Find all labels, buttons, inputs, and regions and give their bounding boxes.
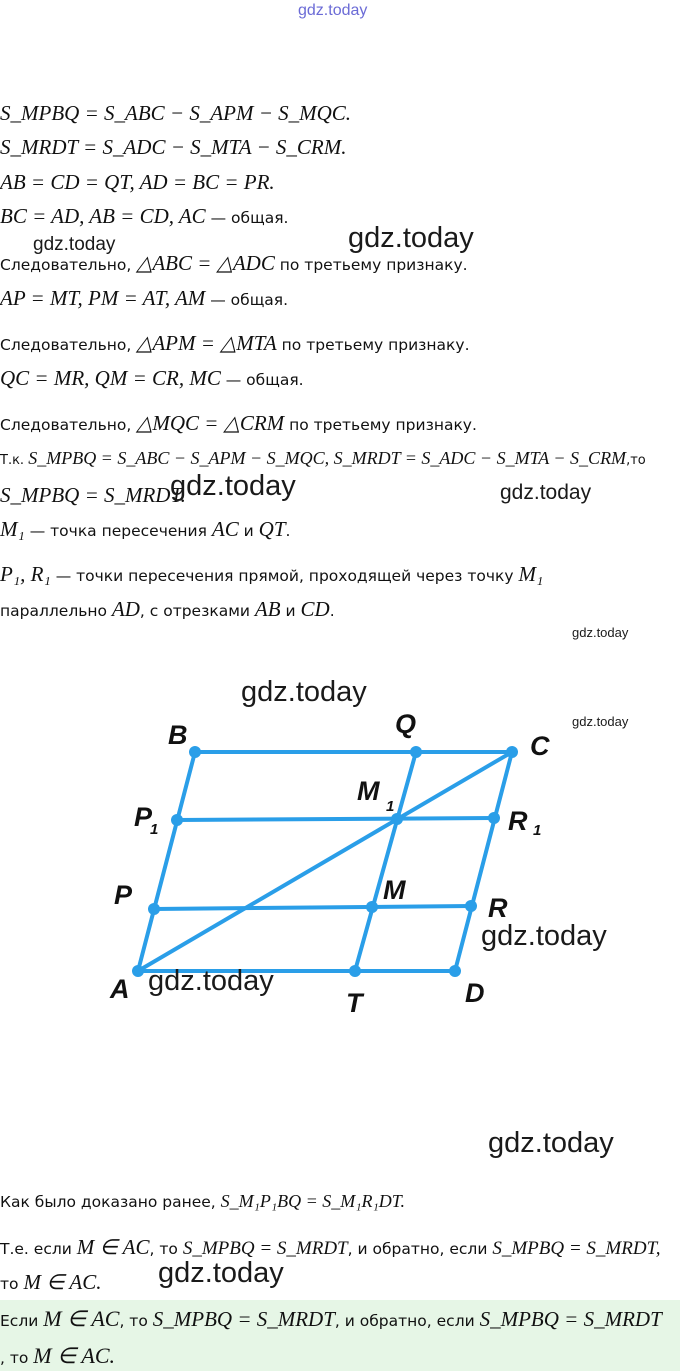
line-triangle-apm xyxy=(0,332,470,355)
watermark: gdz.today xyxy=(33,234,116,255)
point-b xyxy=(189,746,201,758)
label-a: A xyxy=(110,974,130,1004)
text-span: Как было доказано ранее, xyxy=(0,1193,221,1211)
diagram-lines xyxy=(138,752,512,971)
line-answer-1 xyxy=(0,1307,662,1331)
segment-p1r1 xyxy=(177,818,494,820)
label-c: C xyxy=(530,731,550,761)
segment-pr xyxy=(154,906,471,909)
text-span: — общая. xyxy=(220,371,304,389)
math-span: AD xyxy=(111,597,140,621)
text-span: и xyxy=(238,522,259,540)
watermark: gdz.today xyxy=(572,625,629,640)
text-span: , и обратно, если xyxy=(347,1240,493,1258)
text-span: — общая. xyxy=(205,291,289,309)
line-equal-sides: AB = CD = QT, AD = BC = PR. xyxy=(0,170,275,194)
math-span: S_MPBQ = S_MRDT, xyxy=(492,1238,661,1259)
text-span: , с отрезками xyxy=(139,602,255,620)
label-r1-subscript: 1 xyxy=(533,822,542,839)
line-triangle-abc xyxy=(0,252,468,275)
line-common-mc xyxy=(0,367,304,390)
watermark: gdz.today xyxy=(481,920,607,952)
math-span: M₁ xyxy=(0,517,25,541)
math-span: AC xyxy=(211,517,239,541)
line-area-mrdt: S_MRDT = S_ADC − S_MTA − S_CRM. xyxy=(0,135,347,159)
label-b: B xyxy=(168,720,188,750)
line-if-then xyxy=(0,1236,660,1260)
point-m xyxy=(366,901,378,913)
math-span: S_M₁P₁BQ = S_M₁R₁DT. xyxy=(220,1191,405,1211)
label-t: T xyxy=(346,988,363,1018)
line-area-equal: S_MPBQ = S_MRDT. xyxy=(0,483,186,507)
label-d: D xyxy=(465,978,485,1008)
text-span: — общая. xyxy=(205,209,289,227)
text-span: , то xyxy=(149,1240,183,1258)
text-span: . xyxy=(329,602,335,620)
math-span: M ∈ AC. xyxy=(33,1343,116,1368)
line-parallel-ad xyxy=(0,598,335,621)
math-span: △MQC = △CRM xyxy=(136,411,285,435)
line-p1-r1-definition xyxy=(0,563,543,586)
text-span: по третьему признаку. xyxy=(274,256,468,274)
line-answer-2 xyxy=(0,1344,115,1368)
math-span: △ABC = △ADC xyxy=(136,251,275,275)
math-span: M ∈ AC. xyxy=(23,1270,102,1294)
text-span: по третьему признаку. xyxy=(284,416,477,434)
label-p1: P xyxy=(134,802,153,832)
math-span: M ∈ AC xyxy=(43,1306,120,1331)
label-r1: R xyxy=(508,806,528,836)
point-a xyxy=(132,965,144,977)
math-span: S_MPBQ = S_MRDT xyxy=(152,1307,335,1331)
line-common-ac xyxy=(0,205,288,228)
text-span: Следовательно, xyxy=(0,256,137,274)
text-span: Если xyxy=(0,1312,44,1330)
point-p1 xyxy=(171,814,183,826)
text-span: , и обратно, если xyxy=(334,1312,480,1330)
line-since xyxy=(0,449,646,469)
watermark: gdz.today xyxy=(488,1127,614,1159)
math-span: P₁, R₁ xyxy=(0,562,51,586)
line-area-mpbq: S_MPBQ = S_ABC − S_APM − S_MQC. xyxy=(0,101,352,125)
point-p xyxy=(148,903,160,915)
label-r: R xyxy=(488,893,508,923)
line-m1-definition xyxy=(0,518,290,541)
math-span: M₁ xyxy=(518,562,544,586)
math-span: S_MPBQ = S_ABC − S_APM − S_MQC, S_MRDT = S_ADC − S_MTA − S_CRM xyxy=(28,448,627,468)
math-span: S_MPBQ = S_MRDT xyxy=(479,1307,662,1331)
label-p1-subscript: 1 xyxy=(150,821,159,838)
point-d xyxy=(449,965,461,977)
point-t xyxy=(349,965,361,977)
text-span: ,то xyxy=(626,453,646,468)
watermark: gdz.today xyxy=(241,676,367,708)
diagonal-ac xyxy=(138,752,512,971)
label-m: M xyxy=(383,875,406,905)
text-span: Следовательно, xyxy=(0,416,137,434)
math-span: BC = AD, AB = CD, AC xyxy=(0,204,206,228)
line-common-am xyxy=(0,287,288,310)
math-span: △APM = △MTA xyxy=(136,331,277,355)
text-span: то xyxy=(0,1275,24,1293)
text-span: по третьему признаку. xyxy=(276,336,470,354)
math-span: AP = MT, PM = AT, AM xyxy=(0,286,206,310)
text-span: — точка пересечения xyxy=(24,522,212,540)
watermark: gdz.today xyxy=(170,470,296,502)
watermark-top: gdz.today xyxy=(298,2,368,19)
label-m1: M xyxy=(357,776,380,806)
label-p: P xyxy=(114,880,133,910)
watermark: gdz.today xyxy=(500,481,592,504)
math-span: QC = MR, QM = CR, MC xyxy=(0,366,221,390)
text-span: , то xyxy=(0,1349,34,1367)
point-r xyxy=(465,900,477,912)
label-q: Q xyxy=(395,709,417,739)
text-span: и xyxy=(280,602,301,620)
watermark: gdz.today xyxy=(348,222,474,254)
point-r1 xyxy=(488,812,500,824)
watermark: gdz.today xyxy=(158,1257,284,1289)
text-span: параллельно xyxy=(0,602,112,620)
text-span: , то xyxy=(119,1312,153,1330)
math-span: QT xyxy=(258,517,286,541)
text-span: — точки пересечения прямой, проходящей через точку xyxy=(50,567,519,585)
math-span: CD xyxy=(300,597,330,621)
text-span: Следовательно, xyxy=(0,336,137,354)
text-span: . xyxy=(285,522,291,540)
math-span: M ∈ AC xyxy=(76,1235,150,1259)
label-m1-subscript: 1 xyxy=(386,798,395,815)
line-triangle-mqc xyxy=(0,412,477,435)
point-q xyxy=(410,746,422,758)
line-then-m-in-ac xyxy=(0,1271,101,1294)
watermark: gdz.today xyxy=(572,714,629,729)
watermark: gdz.today xyxy=(148,965,274,997)
text-span: Т.е. если xyxy=(0,1240,77,1258)
math-span: AB xyxy=(254,597,281,621)
math-span: S_MPBQ = S_MRDT xyxy=(182,1238,348,1259)
point-c xyxy=(506,746,518,758)
line-proved-earlier xyxy=(0,1192,405,1212)
text-span: Т.к. xyxy=(0,453,29,468)
